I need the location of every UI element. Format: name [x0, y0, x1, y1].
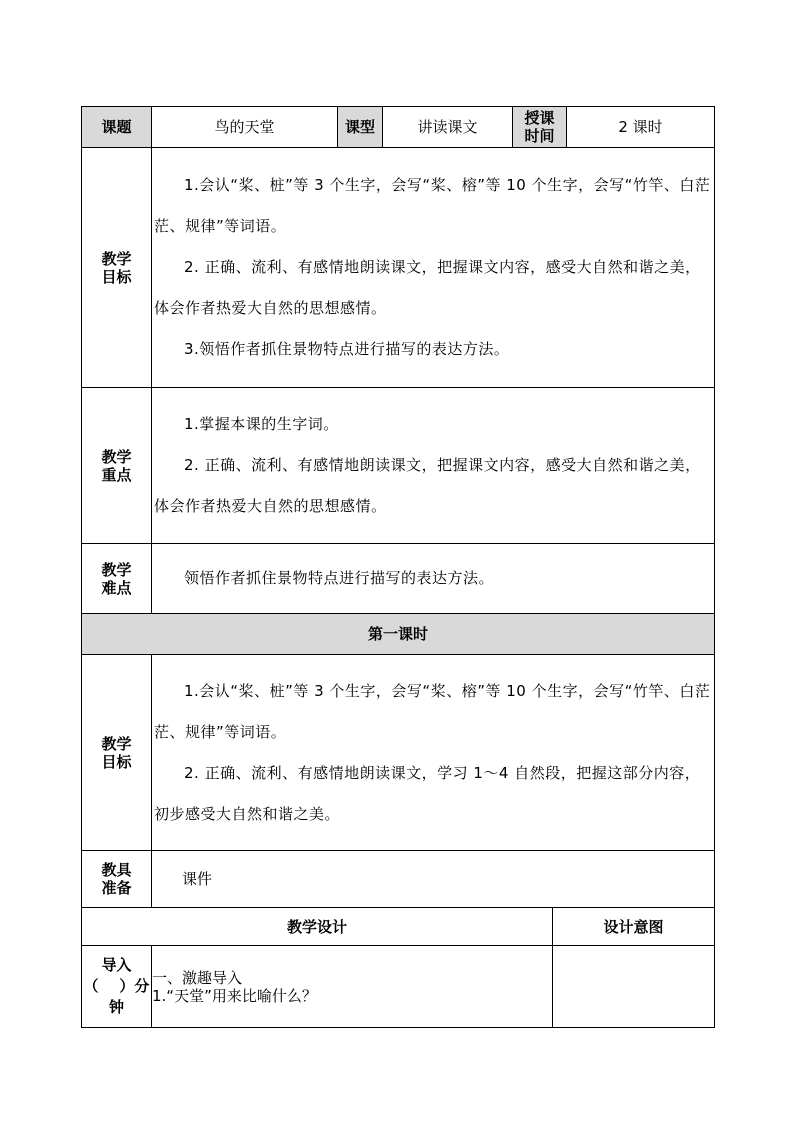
intro-label-line1: 导入: [101, 956, 132, 974]
tools-label-line2: 准备: [101, 879, 132, 897]
goals-label-line1: 教学: [101, 249, 132, 268]
goal-item-1: 1.会认“桨、桩”等 3 个生字，会写“桨、榕”等 10 个生字，会写“竹竿、白茫茫、规律”等词语。: [154, 176, 711, 235]
lesson-plan-table: [81, 106, 715, 1028]
lesson1-goal-item-2: 2. 正确、流利、有感情地朗读课文，学习 1～4 自然段，把握这部分内容，初步感受大自然和谐之美。: [154, 763, 701, 823]
intro-line-2: 1.“天堂”用来比喻什么？: [152, 986, 317, 1005]
header-row: [82, 107, 715, 148]
intro-line-1: 一、激趣导入: [152, 968, 243, 987]
lesson1-heading-row: [82, 614, 715, 655]
intro-content: [152, 946, 553, 1028]
difficulty-label-line2: 难点: [101, 578, 132, 597]
design-header-row: [82, 908, 715, 946]
key-point-item-1: 1.掌握本课的生字词。: [184, 415, 339, 433]
goal-item-3: 3.领悟作者抓住景物特点进行描写的表达方法。: [184, 340, 510, 358]
intent-header: 设计意图: [553, 908, 715, 946]
design-header: 教学设计: [82, 908, 553, 946]
difficulty-row: [82, 544, 715, 614]
lesson1-goals-label-line1: 教学: [101, 734, 132, 753]
key-points-row: [82, 388, 715, 544]
intro-label-line2: （ ）分: [83, 977, 150, 995]
tools-value: 课件: [152, 851, 715, 908]
difficulty-label-line1: 教学: [101, 560, 132, 579]
key-points-label-line1: 教学: [101, 447, 132, 466]
time-label-line1: 授课: [524, 109, 555, 127]
goal-item-2: 2. 正确、流利、有感情地朗读课文，把握课文内容，感受大自然和谐之美，体会作者热爱大自然的思想感情。: [154, 258, 701, 317]
tools-label: [82, 851, 152, 908]
difficulty-label: [82, 544, 152, 614]
goals-label: [82, 148, 152, 388]
lesson1-goals-row: [82, 655, 715, 851]
intro-label: [82, 946, 152, 1028]
lesson1-goals-content: [152, 655, 715, 851]
goals-row: [82, 148, 715, 388]
lesson1-goal-item-1: 1.会认“桨、桩”等 3 个生字，会写“桨、榕”等 10 个生字，会写“竹竿、白茫茫、规律”等词语。: [154, 681, 711, 741]
key-points-content: [152, 388, 715, 544]
type-value: 讲读课文: [383, 107, 513, 148]
intro-label-line3: 钟: [108, 998, 124, 1016]
lesson1-goals-label: [82, 655, 152, 851]
lesson1-heading: 第一课时: [82, 614, 715, 655]
goals-content: [152, 148, 715, 388]
intro-row: [82, 946, 715, 1028]
time-label: [513, 107, 567, 148]
tools-label-line1: 教具: [101, 861, 132, 879]
intro-intent-cell: [553, 946, 715, 1028]
difficulty-content: [152, 544, 715, 614]
difficulty-text: 领悟作者抓住景物特点进行描写的表达方法。: [184, 569, 495, 587]
type-label: 课型: [338, 107, 383, 148]
key-points-label: [82, 388, 152, 544]
title-value: 鸟的天堂: [152, 107, 338, 148]
key-point-item-2: 2. 正确、流利、有感情地朗读课文，把握课文内容，感受大自然和谐之美，体会作者热爱大自然的思想感情。: [154, 456, 701, 515]
time-value: 2 课时: [567, 107, 715, 148]
goals-label-line2: 目标: [101, 267, 132, 286]
lesson1-goals-label-line2: 目标: [101, 752, 132, 771]
key-points-label-line2: 重点: [101, 465, 132, 484]
title-label: 课题: [82, 107, 152, 148]
tools-row: [82, 851, 715, 908]
time-label-line2: 时间: [524, 127, 555, 145]
